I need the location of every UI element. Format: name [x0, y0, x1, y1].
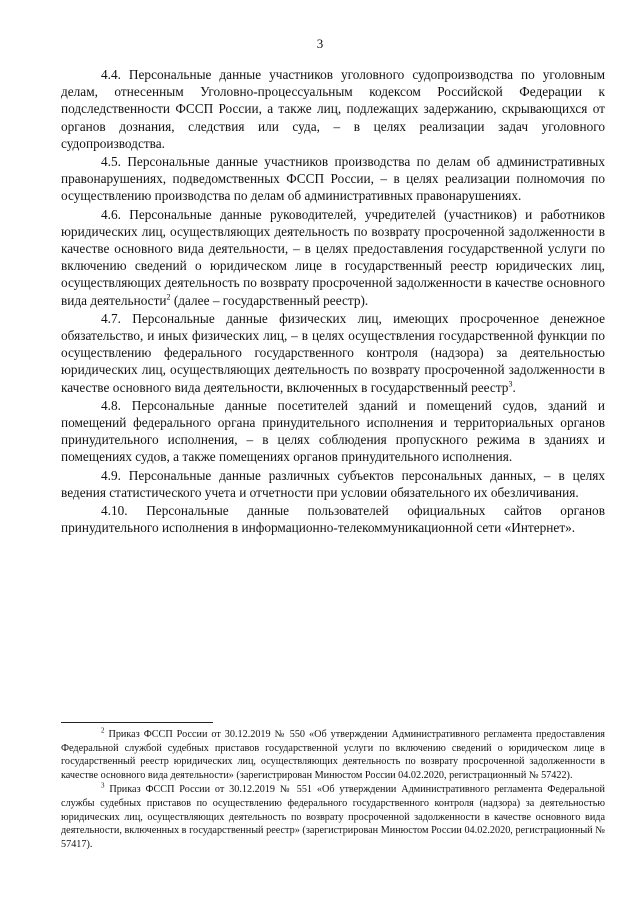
paragraph-4-6: 4.6. Персональные данные руководителей, учредителей (участников) и работников юридических лиц, осуществляющих деятельность по возврату просроченной задолженности в качестве основного вида деятельности, – в целях предоставления государственной услуги по включению сведений о юридическом лице в государственный реестр юридических лиц, осуществляющих деятельность по возврату просроченной задолженности в качестве основного вида деятельности$^2$ (далее – государственный реестр).	[61, 206, 605, 308]
paragraph-4-9: 4.9. Персональные данные различных субъектов персональных данных, – в целях ведения статистического учета и отчетности при условии обязательного их обезличивания.	[61, 467, 605, 500]
paragraph-4-4: 4.4. Персональные данные участников уголовного судопроизводства по уголовным делам, отнесенным Уголовно-процессуальным кодексом Российской Федерации к подследственности ФССП России, а также лиц, подлежащих задержанию, скрывающихся от органов дознания, следствия или суда, – в целях реализации задач уголовного судопроизводства.	[61, 67, 605, 151]
footnote-ref-2[interactable]: 2	[166, 292, 171, 302]
footnote-3: $^3$ Приказ ФССП России от 30.12.2019 № 551 «Об утверждении Административного регламента Федеральной службы судебных приставов по осуществлению федерального государственного контроля (надзора) за деятельностью юридических лиц, осуществляющих деятельность по возврату просроченной задолженности в качестве основного вида деятельности, включенных в государственный реестр» (зарегистрирован Минюстом России 04.02.2020, регистрационный № 57417).	[61, 781, 605, 850]
footnote-ref-3[interactable]: 3	[508, 379, 513, 389]
footnote-2: $^2$ Приказ ФССП России от 30.12.2019 № 550 «Об утверждении Административного регламента предоставления Федеральной службой судебных приставов государственной услуги по включению сведений о юридическом лице в государственный реестр юридических лиц, осуществляющих деятельность по возврату просроченной задолженности в качестве основного вида деятельности» (зарегистрирован Минюстом России 04.02.2020, регистрационный № 57422).	[61, 726, 605, 781]
footnotes	[61, 728, 605, 852]
document-body	[61, 66, 605, 537]
paragraph-4-7: 4.7. Персональные данные физических лиц, имеющих просроченное денежное обязательство, и иных физических лиц, – в целях осуществления государственной функции по осуществлению федерального государственного контроля (надзора) за деятельностью юридических лиц, осуществляющих деятельность по возврату просроченной задолженности в качестве основного вида деятельности, включенных в государственный реестр$^3$.	[61, 310, 605, 395]
page-number: 3	[316, 36, 324, 51]
paragraph-4-5: 4.5. Персональные данные участников производства по делам об административных правонарушениях, подведомственных ФССП России, – в целях реализации полномочия по осуществлению производства по делам об административных правонарушениях.	[61, 154, 605, 204]
footnote-separator	[61, 722, 213, 723]
footnote-mark: 2	[101, 726, 105, 735]
paragraph-4-8: 4.8. Персональные данные посетителей зданий и помещений судов, зданий и помещений федерального органа принудительного исполнения и территориальных органов принудительного исполнения, – в целях соблюдения пропускного режима в зданиях и помещениях судов, а также помещениях органов принудительного исполнения.	[61, 397, 605, 465]
footnote-mark: 3	[101, 781, 105, 790]
paragraph-4-10: 4.10. Персональные данные пользователей официальных сайтов органов принудительного исполнения в информационно-телекоммуникационной сети «Интернет».	[61, 503, 605, 536]
